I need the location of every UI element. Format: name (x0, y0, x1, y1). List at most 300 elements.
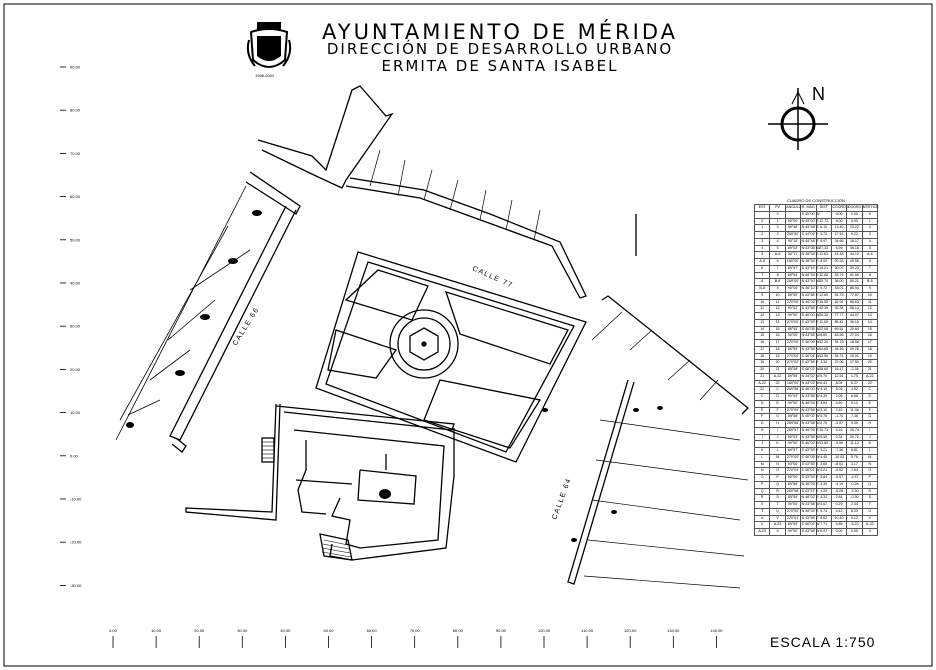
table-cell: 13 (862, 313, 877, 320)
table-cell: P (755, 481, 770, 488)
table-cell: K (755, 448, 770, 455)
table-cell: E (770, 400, 785, 407)
x-tick-label: 50.00 (323, 628, 334, 633)
table-row (755, 326, 878, 333)
table-cell: 4.42 (831, 508, 846, 515)
table-header-cell: VERTICE (862, 205, 877, 212)
table-cell: 8 (755, 279, 770, 286)
table-cell: N (862, 461, 877, 468)
table-cell: A-23 (755, 529, 770, 536)
table-cell: 9 (755, 292, 770, 299)
table-cell: S 46°00' W (801, 313, 816, 320)
table-cell: 22.08 (816, 326, 831, 333)
table-cell: 14.48 (831, 252, 846, 259)
table-cell: 1 (862, 218, 877, 225)
table-row (755, 299, 878, 306)
table-cell: N 43°56' W (801, 346, 816, 353)
table-cell: -1.70 (831, 414, 846, 421)
table-cell: 44.46 (831, 346, 846, 353)
table-cell: 0 (755, 218, 770, 225)
table-cell: 2.45 (831, 407, 846, 414)
table-cell: 8 (770, 272, 785, 279)
table-cell (755, 211, 770, 218)
table-cell: B-8 (862, 279, 877, 286)
table-cell: 3 (862, 232, 877, 239)
table-cell: 0 (862, 211, 877, 218)
table-cell: 6.68 (847, 394, 862, 401)
table-cell: S (862, 495, 877, 502)
table-row (755, 265, 878, 272)
table-cell: 269°56' (785, 421, 800, 428)
table-cell: 43.01 (831, 286, 846, 293)
table-cell: -3.57 (831, 421, 846, 428)
table-cell: E (862, 400, 877, 407)
street-label-calle-77: CALLE 77 (471, 265, 515, 290)
table-row (755, 407, 878, 414)
table-cell: 90°02' (785, 306, 800, 313)
table-cell: 12 (770, 306, 785, 313)
table-cell: N 44°02' W (801, 380, 816, 387)
table-cell: H (755, 427, 770, 434)
table-cell: 51.75 (831, 292, 846, 299)
table-cell: S 43°59' E (801, 319, 816, 326)
table-cell: I (755, 434, 770, 441)
table-cell: S 46°02' W (801, 367, 816, 374)
table-cell: 270°00' (785, 353, 800, 360)
table-cell: 8.00 (816, 259, 831, 266)
table-cell: N (770, 461, 785, 468)
x-tick-label: 90.00 (495, 628, 506, 633)
table-cell: 3 (755, 238, 770, 245)
table-cell: L (862, 448, 877, 455)
table-cell: S 46°02' W (801, 414, 816, 421)
table-row (755, 421, 878, 428)
table-cell: 20.84 (847, 326, 862, 333)
table-cell: 49.56 (847, 259, 862, 266)
table-header-cell: COORD Y (847, 205, 862, 212)
table-cell: 20.70 (847, 434, 862, 441)
y-tick-label: 90.00 (70, 64, 81, 70)
table-cell: 5.99 (831, 245, 846, 252)
table-cell: 28.60 (816, 367, 831, 374)
table-cell: 85.41 (831, 319, 846, 326)
x-tick-label: 130.00 (667, 628, 680, 633)
church-lot (186, 404, 454, 560)
table-cell: 4 (862, 238, 877, 245)
y-tick-label: 80.00 (70, 107, 81, 113)
table-row (755, 313, 878, 320)
table-cell: A-6 (755, 259, 770, 266)
title-ayuntamiento: AYUNTAMIENTO DE MÉRIDA (322, 20, 678, 44)
table-cell: 9 (770, 286, 785, 293)
table-cell: 16 (862, 333, 877, 340)
table-cell: 5.74 (816, 508, 831, 515)
table-row (755, 259, 878, 266)
scale-label: ESCALA 1:750 (770, 634, 876, 650)
table-row (755, 225, 878, 232)
table-cell: N 43°56' W (801, 394, 816, 401)
table-cell: N 46°54' E (801, 259, 816, 266)
table-cell: 90°03' (785, 434, 800, 441)
table-cell: 14.21 (816, 265, 831, 272)
table-row (755, 292, 878, 299)
table-cell: F (755, 414, 770, 421)
x-tick-label: 10.00 (151, 628, 162, 633)
table-cell: 5.76 (847, 454, 862, 461)
table-cell: 20.33 (831, 259, 846, 266)
table-row (755, 515, 878, 522)
table-cell: N 45°48' E (801, 225, 816, 232)
table-cell: 5 (755, 252, 770, 259)
table-cell: A-22 (755, 380, 770, 387)
table-cell: N 45°48' E (801, 238, 816, 245)
table-cell: N 43°56' W (801, 407, 816, 414)
table-cell: 44.07 (847, 313, 862, 320)
table-cell: 90°00' (785, 529, 800, 536)
table-row (755, 319, 878, 326)
table-cell: 11 (862, 299, 877, 306)
table-cell: U (755, 515, 770, 522)
table-cell: S (770, 495, 785, 502)
table-cell: 5.73 (816, 232, 831, 239)
table-cell: 270°00' (785, 454, 800, 461)
table-cell: 89°56' (785, 481, 800, 488)
table-row (755, 481, 878, 488)
table-cell: 4.10 (816, 387, 831, 394)
table-cell: 22 (755, 387, 770, 394)
table-cell: 5.70 (816, 373, 831, 380)
table-cell: N 46°05' E (801, 427, 816, 434)
table-cell: D (755, 400, 770, 407)
table-header-cell: R. MAG (801, 205, 816, 212)
table-cell: 4 (770, 238, 785, 245)
table-cell: 9.30 (847, 421, 862, 428)
table-cell: 10.40 (831, 515, 846, 522)
table-cell: 10.73 (816, 427, 831, 434)
table-cell: 0.29 (831, 502, 846, 509)
table-cell: P (770, 475, 785, 482)
table-cell: 5 (862, 245, 877, 252)
table-cell: 13.22 (847, 225, 862, 232)
table-cell: 5.09 (831, 387, 846, 394)
table-cell: 21 (862, 367, 877, 374)
table-cell: H (770, 421, 785, 428)
table-cell: 14.85 (816, 346, 831, 353)
table-cell: 2 (862, 225, 877, 232)
table-cell: 11.36 (847, 407, 862, 414)
table-cell: 17 (862, 340, 877, 347)
table-cell: 13.40 (831, 225, 846, 232)
table-cell: 16.17 (847, 238, 862, 245)
table-cell: 19 (770, 353, 785, 360)
table-cell: 14 (862, 319, 877, 326)
table-cell: 0 (770, 529, 785, 536)
table-cell: 5 (770, 245, 785, 252)
table-cell: 89°58' (785, 367, 800, 374)
table-cell: 53.79 (831, 272, 846, 279)
table-cell: 2.84 (831, 495, 846, 502)
table-cell: 269°58' (785, 488, 800, 495)
table-cell: 269°58' (785, 387, 800, 394)
table-cell: 3.30 (816, 481, 831, 488)
table-cell: 11.12 (847, 441, 862, 448)
table-cell: 36.16 (847, 245, 862, 252)
y-axis-scale (60, 65, 82, 588)
table-cell: 90°00' (785, 475, 800, 482)
table-cell: E (755, 407, 770, 414)
table-header-cell: DIST (816, 205, 831, 212)
table-cell: 90°00' (785, 333, 800, 340)
table-cell: 270°00' (785, 340, 800, 347)
table-cell: 89°03' (785, 245, 800, 252)
table-cell: 16 (755, 340, 770, 347)
table-cell: L (755, 454, 770, 461)
table-cell: -0.30 (847, 495, 862, 502)
table-cell: J (755, 441, 770, 448)
table-cell: 21 (770, 367, 785, 374)
construction-table-grid (754, 198, 878, 536)
table-cell: 20 (755, 367, 770, 374)
table-cell: 8.62 (816, 515, 831, 522)
table-cell: C (770, 387, 785, 394)
table-cell: 12.72 (816, 218, 831, 225)
table-cell: 54.76 (831, 340, 846, 347)
table-cell: 77.87 (847, 292, 862, 299)
table-header-cell: COORD X (831, 205, 846, 212)
x-tick-label: 40.00 (280, 628, 291, 633)
table-cell: 62.91 (831, 299, 846, 306)
table-cell: S 43°58' E (801, 306, 816, 313)
table-cell: R (755, 495, 770, 502)
table-cell: 0.00 (831, 529, 846, 536)
table-cell: 58.13 (847, 306, 862, 313)
table-cell: 6.33 (847, 508, 862, 515)
measurement-marks (126, 210, 663, 542)
table-header-cell: ANGULO (785, 205, 800, 212)
table-header-cell: PV (770, 205, 785, 212)
table-cell: S 43°57' E (801, 488, 816, 495)
table-cell: 7.36 (847, 414, 862, 421)
table-cell: 6 (770, 259, 785, 266)
table-cell: 8.81 (847, 448, 862, 455)
table-cell: 61.68 (847, 272, 862, 279)
table-cell: 10 (755, 299, 770, 306)
table-cell: 63.55 (831, 333, 846, 340)
table-cell: 2.70 (816, 421, 831, 428)
table-cell: 3.52 (847, 387, 862, 394)
table-cell: 90°00' (785, 218, 800, 225)
table-row (755, 286, 878, 293)
table-cell: P (862, 475, 877, 482)
table-cell: Q (770, 481, 785, 488)
table-cell: 4.40 (816, 454, 831, 461)
table-cell: T (755, 508, 770, 515)
table-cell: 6 (755, 265, 770, 272)
table-cell: 90°00' (785, 286, 800, 293)
table-cell: 13.50 (816, 353, 831, 360)
table-cell: 90°00' (785, 441, 800, 448)
table-cell: R (862, 488, 877, 495)
table-cell: M (770, 454, 785, 461)
table-cell: R (770, 488, 785, 495)
table-cell: 20 (770, 360, 785, 367)
table-cell: 12.51 (831, 373, 846, 380)
table-cell: 270°00' (785, 508, 800, 515)
table-cell: F (770, 407, 785, 414)
table-row (755, 529, 878, 536)
table-row (755, 454, 878, 461)
table-cell: -5.57 (831, 475, 846, 482)
table-row (755, 475, 878, 482)
table-cell: V (862, 515, 877, 522)
table-cell: 92.34 (831, 306, 846, 313)
table-cell: 270°00' (785, 299, 800, 306)
table-cell: S 46°01' W (801, 468, 816, 475)
table-cell: 3.54 (816, 400, 831, 407)
table-cell: N 43°58' W (801, 421, 816, 428)
y-tick-label: -10.00 (70, 496, 82, 502)
table-row (755, 306, 878, 313)
table-cell: K (770, 441, 785, 448)
table-cell: M (755, 461, 770, 468)
table-cell: G (770, 414, 785, 421)
table-row (755, 360, 878, 367)
table-cell: 18 (862, 346, 877, 353)
table-row (755, 232, 878, 239)
table-cell: S 46°00' W (801, 387, 816, 394)
table-cell: 7 (770, 265, 785, 272)
table-cell: 17 (755, 346, 770, 353)
table-header-cell: EST (755, 205, 770, 212)
table-cell: A-23 (770, 522, 785, 529)
logo-year: 1998-2001 (255, 73, 275, 78)
table-row (755, 427, 878, 434)
table-cell: J (862, 434, 877, 441)
table-cell: S 46°05' W (801, 326, 816, 333)
table-cell: O (755, 475, 770, 482)
table-cell: -2.57 (847, 475, 862, 482)
table-row (755, 218, 878, 225)
table-row (755, 448, 878, 455)
y-tick-label: 20.00 (70, 366, 81, 372)
table-cell: S 46°02' W (801, 441, 816, 448)
parcel-lines-north (370, 150, 540, 240)
table-cell: 18.58 (847, 340, 862, 347)
table-cell: N 45°00' E (801, 218, 816, 225)
table-cell: 269°00' (785, 279, 800, 286)
table-cell: 11.63 (816, 252, 831, 259)
table-cell: 44.10 (847, 252, 862, 259)
table-cell: 36.15 (847, 319, 862, 326)
table-cell: 3.67 (816, 502, 831, 509)
table-cell: 30.07 (831, 265, 846, 272)
table-cell: U (770, 508, 785, 515)
title-ermita: ERMITA DE SANTA ISABEL (381, 57, 619, 75)
table-row (755, 461, 878, 468)
table-cell: 2.05 (831, 394, 846, 401)
table-cell: 36.00 (831, 279, 846, 286)
table-cell: S 46°05' W (801, 454, 816, 461)
table-row (755, 272, 878, 279)
x-tick-label: 70.00 (409, 628, 420, 633)
y-tick-label: 40.00 (70, 280, 81, 286)
table-cell: 89°57' (785, 448, 800, 455)
city-seal-icon (245, 20, 293, 78)
x-tick-label: 0.00 (109, 628, 117, 633)
table-cell: 22 (770, 380, 785, 387)
table-cell: 89°58' (785, 414, 800, 421)
table-cell: 77.77 (831, 313, 846, 320)
table-row (755, 373, 878, 380)
table-row (755, 238, 878, 245)
table-cell: 3.21 (816, 448, 831, 455)
table-cell: M (862, 454, 877, 461)
table-row (755, 333, 878, 340)
table-row (755, 468, 878, 475)
table-cell: -9.59 (831, 441, 846, 448)
table-cell: -7.36 (831, 448, 846, 455)
x-tick-label: 30.00 (237, 628, 248, 633)
table-cell: 12.20 (816, 340, 831, 347)
parcel-lines-east (584, 312, 748, 588)
y-tick-label: 60.00 (70, 194, 81, 200)
x-tick-label: 20.00 (194, 628, 205, 633)
table-cell: 270°02' (785, 360, 800, 367)
x-axis-scale (109, 628, 723, 648)
table-cell: 5.76 (816, 414, 831, 421)
table-cell: 9.72 (816, 286, 831, 293)
table-cell: 8.60 (816, 333, 831, 340)
table-cell: S 43°58' E (801, 360, 816, 367)
table-cell: S (755, 502, 770, 509)
street-label-calle-64: CALLE 64 (551, 477, 573, 521)
table-cell: 180°00' (785, 259, 800, 266)
table-cell: -5.23 (847, 522, 862, 529)
table-cell: 21 (755, 373, 770, 380)
construction-table (754, 198, 878, 591)
table-cell: 37.06 (831, 360, 846, 367)
table-cell: 20 (862, 360, 877, 367)
table-cell: N 43°58' W (801, 434, 816, 441)
table-cell: 12.60 (816, 292, 831, 299)
table-cell: 11 (770, 299, 785, 306)
table-cell: 27.33 (816, 245, 831, 252)
table-cell: 3 (770, 232, 785, 239)
table-cell: 34.74 (831, 353, 846, 360)
y-tick-label: 50.00 (70, 237, 81, 243)
table-cell: 15.50 (816, 299, 831, 306)
table-row (755, 495, 878, 502)
parcel-lines-left (116, 186, 250, 440)
table-cell: 89°50' (785, 292, 800, 299)
table-cell: V (755, 522, 770, 529)
table-cell: S 43°19' E (801, 265, 816, 272)
table-cell: S 43°55' E (801, 448, 816, 455)
table-cell: I (862, 427, 877, 434)
table-cell: 20.25 (816, 313, 831, 320)
table-cell: 9.97 (816, 238, 831, 245)
table-cell: N 43°55' W (801, 333, 816, 340)
table-cell: 4.39 (816, 394, 831, 401)
table-cell: 89°48' (785, 225, 800, 232)
table-cell: 90°00' (785, 461, 800, 468)
table-cell: 24.66 (831, 238, 846, 245)
calle-66-frontage (170, 172, 300, 452)
table-cell: 269°50' (785, 232, 800, 239)
table-cell: 0 (862, 529, 877, 536)
table-cell: S 43°58' W (801, 529, 816, 536)
table-cell: 5.50 (816, 434, 831, 441)
